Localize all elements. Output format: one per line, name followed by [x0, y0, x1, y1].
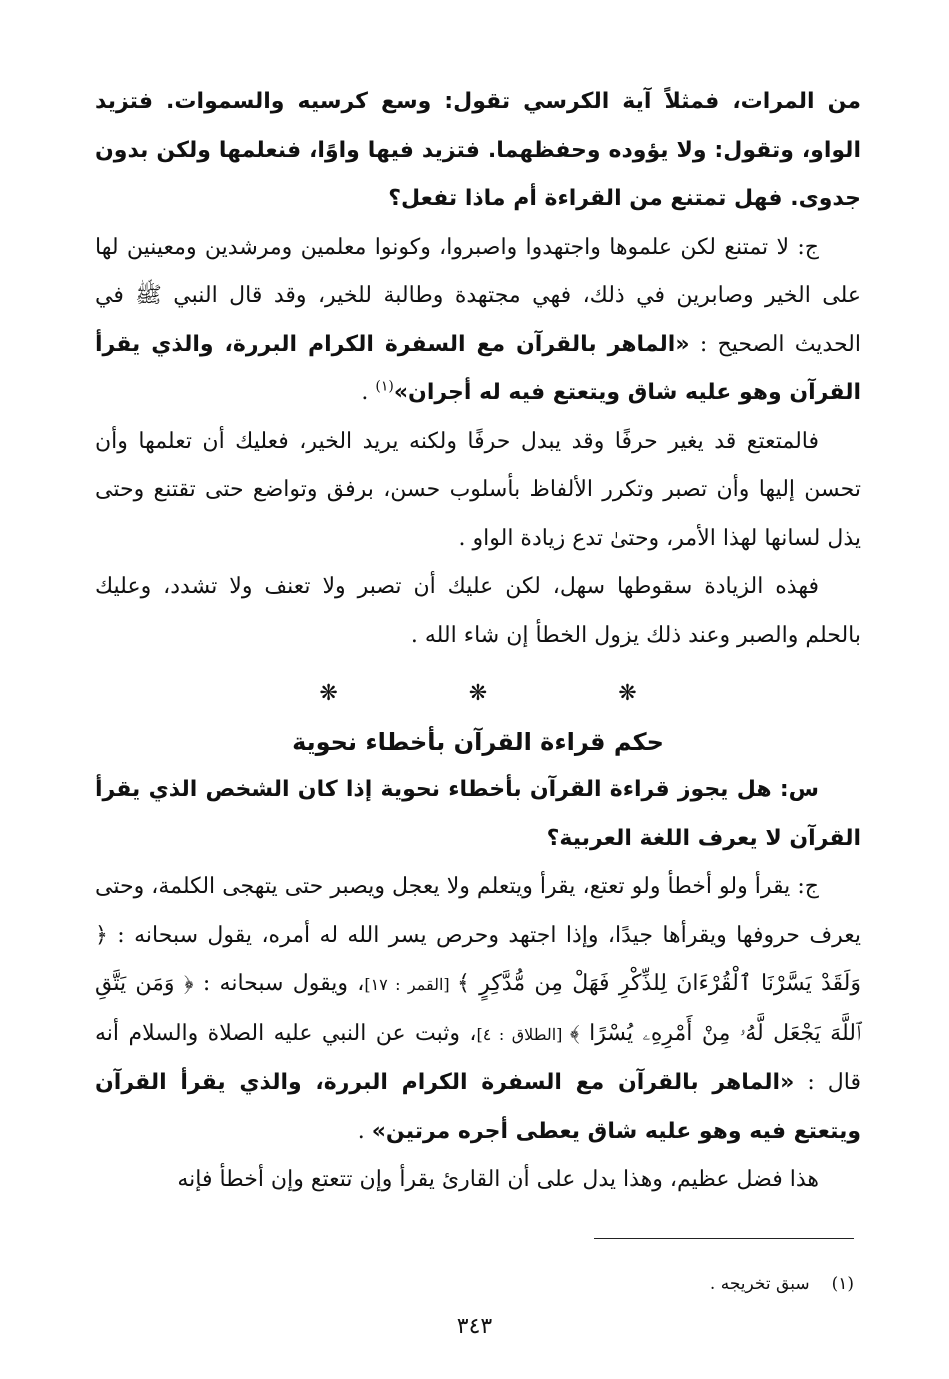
answer-paragraph-3: فهذه الزيادة سقوطها سهل، لكن عليك أن تصبر ولا تعنف ولا تشدد، وعليك بالحلم والصبر وعند ذلك يزول الخطأ إن شاء الله . — [95, 574, 861, 648]
hadith-quote: «الماهر بالقرآن مع السفرة الكرام البررة، والذي يقرأ القرآن وهو عليه شاق ويتعتع فيه له أجران» — [95, 331, 861, 405]
answer-paragraph-4 — [95, 863, 861, 1156]
footnote-number: (١) — [831, 1274, 854, 1294]
answer-intro-text: ج: لا تمتنع لكن علموها واجتهدوا واصبروا، وكونوا معلمين ومرشدين ومعينين لها على الخير وصابرين في ذلك، فهي مجتهدة وطالبة للخير، وقد قال النبي ﷺ في الحديث الصحيح : — [95, 234, 861, 357]
hadith-quote-2: «الماهر بالقرآن مع السفرة الكرام البررة، والذي يقرأ القرآن ويتعتع فيه وهو عليه شاق يعطى أجره مرتين» — [95, 1070, 861, 1144]
sentence-end: . — [357, 1118, 372, 1144]
section-separator: ❋ ❋ ❋ — [319, 681, 699, 706]
answer-paragraph-5: هذا فضل عظيم، وهذا يدل على أن القارئ يقرأ وإن تتعتع وإن أخطأ فإنه — [177, 1167, 819, 1192]
footnote-divider — [594, 1238, 854, 1239]
answer-intro-text: ج: يقرأ ولو أخطأ ولو تعتع، يقرأ ويتعلم ولا يعجل ويصبر حتى يتهجى الكلمة، وحتى يعرف حروفها ويقرأها جيدًا، وإذا اجتهد وحرص يسر الله له أمره، يقول سبحانه : — [95, 874, 861, 948]
question-paragraph: س: هل يجوز قراءة القرآن بأخطاء نحوية إذا كان الشخص الذي يقرأ القرآن لا يعرف اللغة العربية؟ — [95, 777, 861, 851]
answer-paragraph-2: فالمتعتع قد يغير حرفًا وقد يبدل حرفًا ولكنه يريد الخير، فعليك أن تعلمها وأن تحسن إليها وأن تصبر وتكرر الألفاظ بأسلوب حسن، برفق وتواضع حتى تقتنع وحتى يذل لسانها لهذا الأمر، وحتىٰ تدع زيادة الواو . — [95, 428, 861, 551]
section-heading: حكم قراءة القرآن بأخطاء نحوية — [292, 728, 664, 756]
connector-text: ، ويقول سبحانه : — [193, 971, 365, 996]
quran-reference-2: [الطلاق : ٤] — [476, 1024, 570, 1044]
sentence-end: . — [361, 380, 376, 405]
footnote — [710, 1270, 854, 1298]
page-number: ٣٤٣ — [456, 1314, 493, 1339]
page-body — [95, 78, 861, 1205]
answer-paragraph-1 — [95, 224, 861, 418]
quran-verse-2: ﴿ وَمَن يَتَّقِ ٱللَّهَ يَجْعَل لَّهُۥ مِنْ أَمْرِهِۦ يُسْرًا ﴾ — [95, 971, 862, 1046]
question-continuation: من المرات، فمثلاً آية الكرسي تقول: وسع كرسيه والسموات. فتزيد الواو، وتقول: ولا يؤوده وحفظهما. فتزيد فيها واوًا، فنعلمها ولكن بدون جدوى. فهل تمتنع من القراءة أم ماذا تفعل؟ — [95, 89, 861, 211]
footnote-text: سبق تخريجه . — [709, 1274, 810, 1294]
footnote-reference[interactable]: (١) — [375, 378, 394, 395]
quran-reference-1: [القمر : ١٧] — [364, 975, 458, 994]
quran-verse-1: ﴿ وَلَقَدْ يَسَّرْنَا ٱلْقُرْءَانَ لِلذِّكْرِ فَهَلْ مِن مُّدَّكِرٍ ﴾ — [95, 922, 861, 996]
connector-text-2: ، وثبت عن النبي عليه الصلاة والسلام أنه قال : — [95, 1020, 861, 1095]
